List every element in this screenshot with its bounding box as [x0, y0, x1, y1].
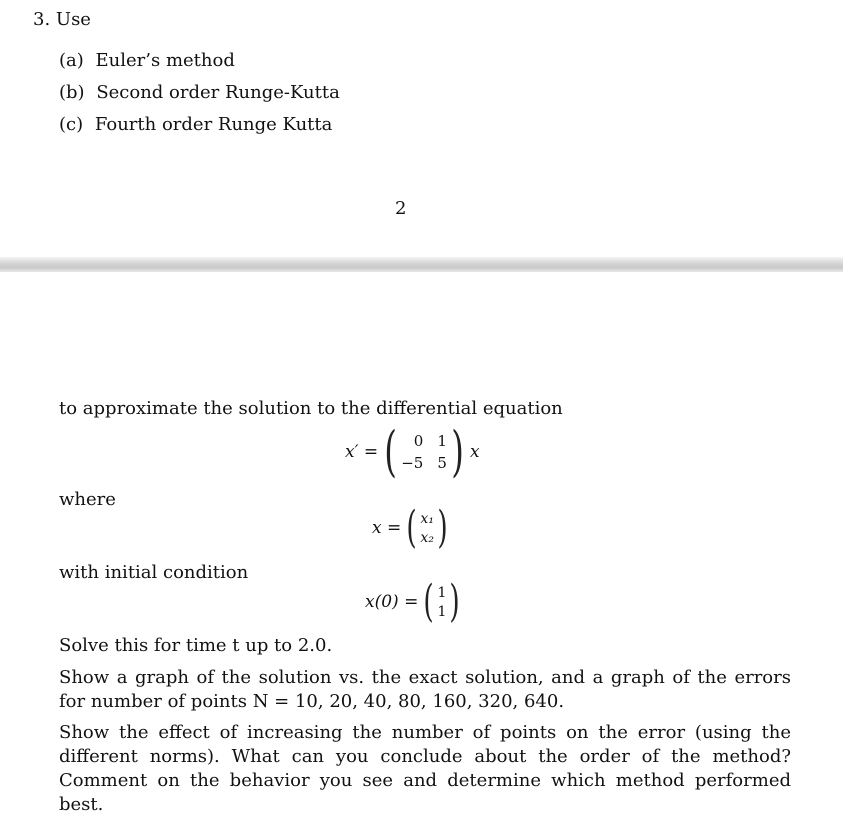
- left-paren-icon: (: [406, 502, 417, 553]
- x0-lhs: x(0) =: [365, 592, 419, 612]
- vector-entry: x₂: [420, 529, 434, 546]
- instruction-paragraph: Solve this for time t up to 2.0.: [59, 635, 333, 656]
- instruction-paragraph: Show a graph of the solution vs. the exact solution, and a graph of the errors for number of points N = 10, 20, 40, 80, 160, 320, 640.: [59, 667, 791, 712]
- left-paren-icon: (: [384, 420, 397, 483]
- item-label: (b): [59, 82, 85, 103]
- x0-vector: [438, 585, 447, 620]
- matrix-cell: 5: [437, 454, 447, 472]
- ode-matrix: [401, 432, 447, 472]
- right-paren-icon: ): [449, 576, 461, 627]
- right-paren-icon: ): [451, 420, 464, 483]
- item-label: (c): [59, 114, 84, 135]
- problem-number: 3. Use: [33, 9, 91, 30]
- where-label: where: [59, 489, 116, 510]
- matrix-cell: 0: [413, 432, 424, 450]
- left-paren-icon: (: [423, 576, 435, 627]
- ode-lhs: x′ =: [345, 442, 379, 462]
- initial-condition: [365, 576, 464, 627]
- vector-entry: 1: [437, 584, 447, 601]
- list-item: [59, 82, 340, 104]
- vector-entry: x₁: [420, 510, 434, 527]
- matrix-cell: 1: [437, 432, 447, 450]
- x-definition: [372, 502, 451, 553]
- item-text: Second order Runge-Kutta: [96, 82, 340, 103]
- instruction-paragraph: Show the effect of increasing the number of points on the error (using the different norms). What can you conclude about the order of the method? Comment on the behavior you see and determine which method performed best.: [59, 722, 791, 815]
- ode-rhs: x: [469, 442, 480, 462]
- ode-equation: [345, 420, 480, 483]
- intro-text: to approximate the solution to the differential equation: [59, 398, 563, 419]
- page-separator: [0, 257, 843, 272]
- item-text: Fourth order Runge Kutta: [94, 114, 333, 135]
- x-def-lhs: x =: [372, 518, 402, 538]
- matrix-cell: −5: [401, 454, 424, 472]
- initial-condition-label: with initial condition: [59, 562, 249, 583]
- right-paren-icon: ): [437, 502, 448, 553]
- list-item: [59, 114, 332, 136]
- x-vector: [420, 511, 434, 546]
- vector-entry: 1: [437, 603, 447, 620]
- item-label: (a): [59, 50, 84, 71]
- page-number: 2: [395, 198, 407, 219]
- item-text: Euler’s method: [95, 50, 235, 71]
- list-item: [59, 50, 235, 72]
